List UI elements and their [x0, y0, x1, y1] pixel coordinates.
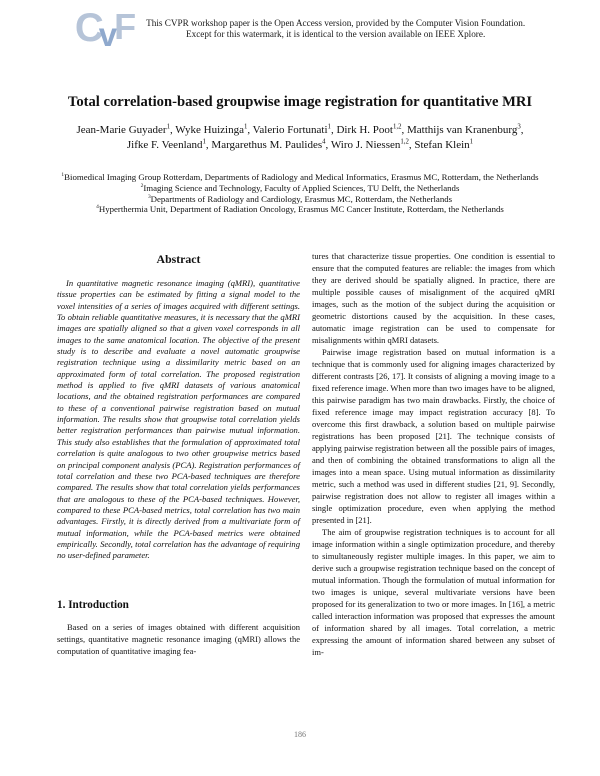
cvf-logo-letter-c: C [74, 6, 104, 50]
affiliation-3: $^3$Departments of Radiology and Cardiology, Erasmus MC, Rotterdam, the Netherlands [147, 193, 453, 204]
cvf-logo-icon [74, 6, 137, 53]
author-list [20, 123, 580, 153]
affiliation-2: $^2$Imaging Science and Technology, Faculty of Applied Sciences, TU Delft, the Netherlands [140, 182, 460, 193]
body-paragraph-1: tures that characterize tissue properties. One condition is essential to ensure that the computed features are reliable: the images from which they are derived should be spatially aligned. In practice, there are multiple possible causes of misalignment of the acquired qMRI images, such as the motion of the subject during the acquisition or geometric distortions caused by the acquisition. In these cases, automatic image registration can be used to compensate for misalignments within qMRI datasets. [312, 251, 555, 345]
introduction-paragraph: Based on a series of images obtained with different acquisition settings, quantitative magnetic resonance imaging (qMRI) allows the computation of quantitative imaging fea- [57, 621, 300, 656]
affiliation-list [20, 172, 580, 215]
right-column [312, 250, 555, 658]
page-number: 186 [294, 730, 306, 739]
cvf-watermark [0, 6, 600, 53]
abstract-text: In quantitative magnetic resonance imaging (qMRI), quantitative tissue properties can be estimated by fitting a signal model to the voxel intensities of a series of images acquired with different settings. To obtain reliable quantitative measures, it is necessary that the qMRI images are spatially aligned so that a given voxel corresponds in all images to the same anatomical location. The objective of the present study is to describe and evaluate a novel automatic groupwise registration technique using a dissimilarity metric based on an approximated form of total correlation. The proposed registration method is applied to five qMRI datasets of various anatomical locations, and the obtained registration performances are compared to these of a conventional pairwise registration based on mutual information. The results show that groupwise total correlation yields better registration performances than pairwise mutual information. This study also establishes that the formulation of approximated total correlation is quite analogous to two other groupwise metrics based on principal component analysis (PCA). Registration performances of total correlation and these two PCA-based techniques are therefore compared. The results show that total correlation yields performances that are analogous to these of the PCA-based techniques. However, compared to these PCA-based metrics, total correlation has two main advantages. Firstly, it is directly derived from a multivariate form of mutual information, while the PCA-based metrics were obtained empirically. Secondly, total correlation has the advantage of requiring no user-defined parameter. [57, 278, 300, 561]
watermark-line-2: Except for this watermark, it is identical to the version available on IEEE Xplore. [185, 29, 486, 39]
paper-title: Total correlation-based groupwise image registration for quantitative MRI [67, 94, 533, 110]
left-column [57, 250, 300, 658]
author-line-2: Jifke F. Veenland$^1$, Margarethus M. Paulides$^4$, Wiro J. Niessen$^{1,2}$, Stefan Klein$^1$ [126, 138, 474, 151]
cvf-logo-letter-f: F [114, 6, 137, 47]
two-column-body [57, 250, 555, 658]
abstract-heading: Abstract [156, 252, 201, 266]
cvf-logo-letter-v: v [98, 16, 118, 53]
affiliation-4: $^4$Hyperthermia Unit, Department of Radiation Oncology, Erasmus MC Cancer Institute, Rotterdam, the Netherlands [96, 204, 504, 215]
introduction-heading: 1. Introduction [57, 598, 129, 611]
affiliation-1: $^1$Biomedical Imaging Group Rotterdam, Departments of Radiology and Medical Informatics, Erasmus MC, Rotterdam, the Netherlands [61, 172, 539, 182]
body-paragraph-3: The aim of groupwise registration techniques is to account for all image information within a single optimization procedure, and thereby to simultaneously register multiple images. In this paper, we aim to derive such a groupwise registration technique based on the concept of mutual information. Though the formulation of mutual information for two images is unique, several multivariate versions have been proposed for its generalization to two or more images. In [16], a metric called interaction information was proposed that expresses the amount of information shared by all images. Total correlation, a metric expressing the amount of information shared between any subset of im- [312, 527, 555, 657]
watermark-line-1: This CVPR workshop paper is the Open Access version, provided by the Computer Vision Foundation. [146, 17, 526, 28]
body-paragraph-2: Pairwise image registration based on mutual information is a technique that is commonly used for aligning images characterized by different contrasts [26, 17]. It consists of aligning a moving image to a fixed reference image. When more than two images have to be aligned, this pairwise paradigm has two main drawbacks. Firstly, the choice of fixed reference image may impact registration accuracy [8]. To overcome this first drawback, a solution based on multiple pairwise registrations has been proposed [21]. The technique consists of applying pairwise registration between all the possible pairs of images, and then of combining the obtained transformations to align all the images into a mean space. Using mutual information as dissimilarity metric, such a method was used in different studies [21, 9]. Secondly, pairwise registration does not allow to register all images within a single optimization procedure, even when applying the method presented in [21]. [312, 347, 555, 525]
author-line-1: Jean-Marie Guyader$^1$, Wyke Huizinga$^1$, Valerio Fortunati$^1$, Dirk H. Poot$^{1,2}$, Matthijs van Kranenburg$^3$, [76, 123, 524, 136]
watermark-text [146, 18, 525, 41]
